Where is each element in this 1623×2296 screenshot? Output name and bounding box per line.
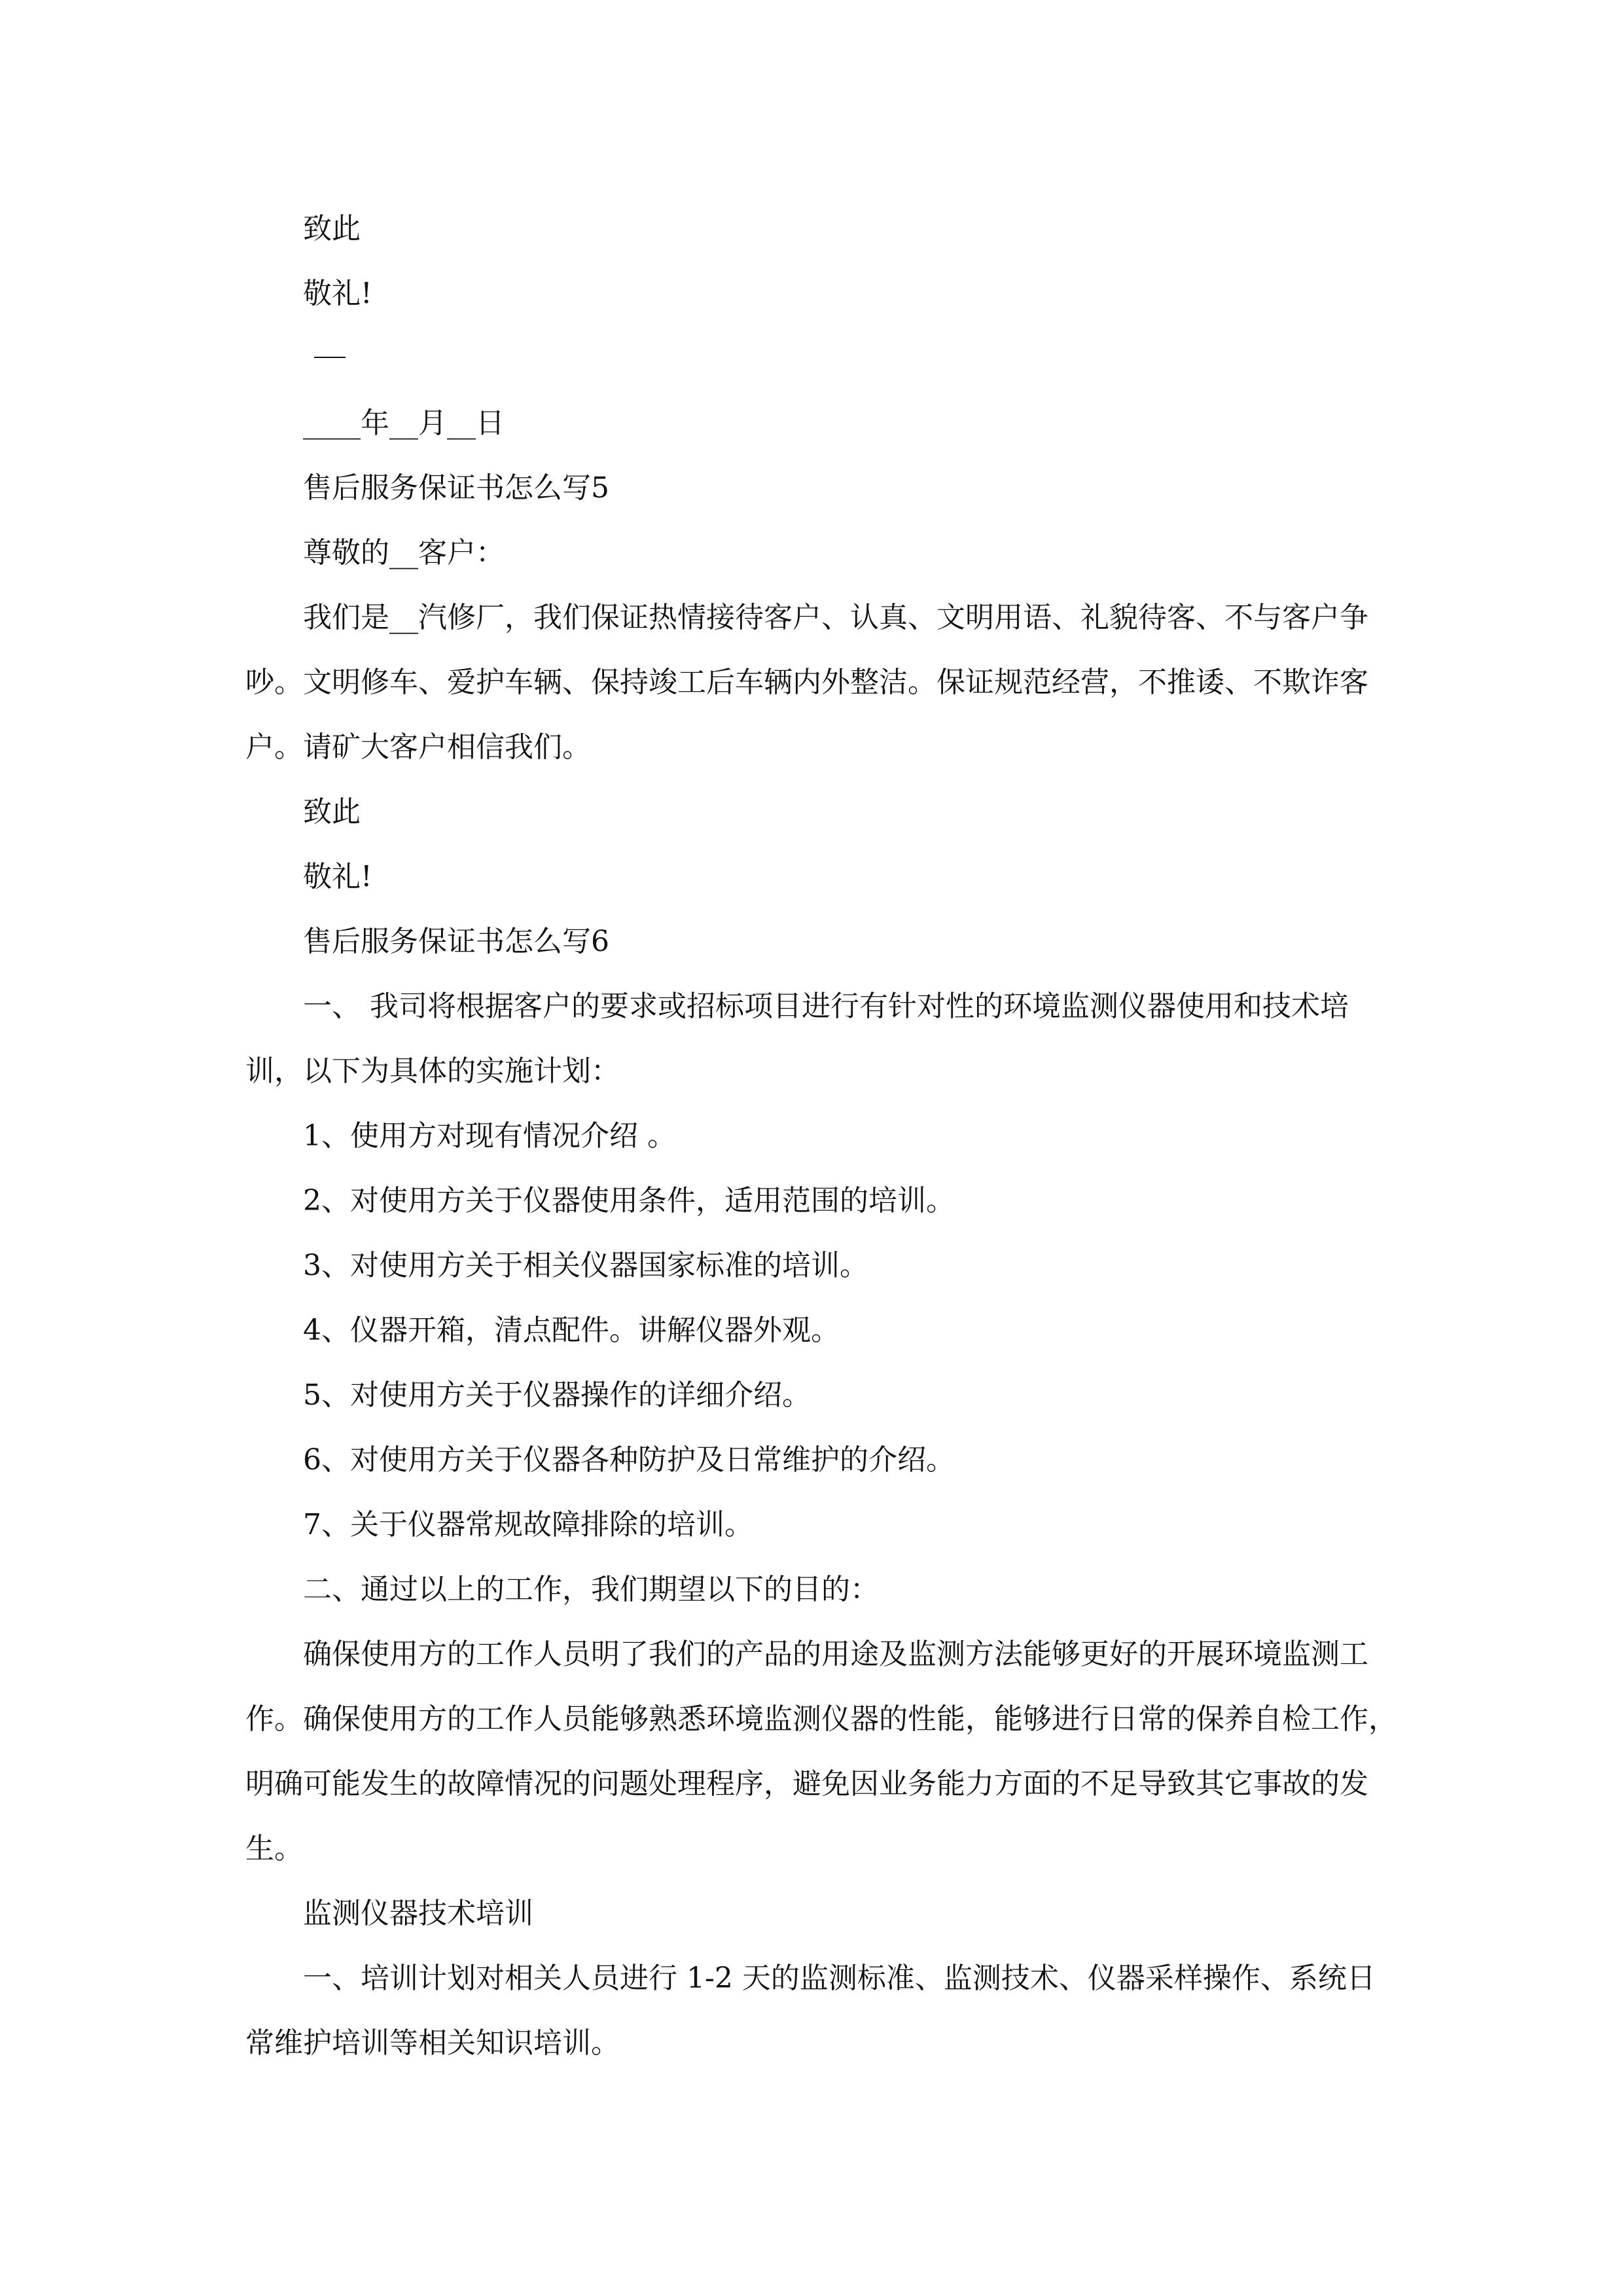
goal-paragraph: 确保使用方的工作人员明了我们的产品的用途及监测方法能够更好的开展环境监测工作。确保使用方的工作人员能够熟悉环境监测仪器的性能，能够进行日常的保养自检工作，明确可能发生的故障情况的问题处理程序，避免因业务能力方面的不足导致其它事故的发生。 bbox=[245, 1638, 1397, 1865]
greeting-line: 尊敬的__客户： bbox=[303, 536, 505, 569]
salutation-line: 致此 bbox=[303, 212, 361, 245]
section-title-6: 售后服务保证书怎么写6 bbox=[303, 925, 609, 958]
regards-line: 敬礼! bbox=[303, 860, 372, 893]
date-line: ____年__月__日 bbox=[303, 406, 505, 440]
section-title-5: 售后服务保证书怎么写5 bbox=[303, 471, 609, 505]
list-item: 1、使用方对现有情况介绍 。 bbox=[303, 1119, 676, 1153]
salutation-line: 致此 bbox=[303, 795, 361, 829]
regards-line: 敬礼! bbox=[303, 277, 372, 310]
training-paragraph: 一、培训计划对相关人员进行 1-2 天的监测标准、监测技术、仪器采样操作、系统日常维护培训等相关知识培训。 bbox=[245, 1962, 1376, 2060]
signature-underline bbox=[314, 357, 346, 358]
goal-heading: 二、通过以上的工作，我们期望以下的目的： bbox=[303, 1573, 879, 1606]
list-item: 6、对使用方关于仪器各种防护及日常维护的介绍。 bbox=[303, 1443, 955, 1477]
list-item: 4、仪器开箱，清点配件。讲解仪器外观。 bbox=[303, 1314, 840, 1347]
training-heading: 监测仪器技术培训 bbox=[303, 1897, 533, 1930]
list-item: 7、关于仪器常规故障排除的培训。 bbox=[303, 1508, 753, 1541]
paragraph-intro: 一、 我司将根据客户的要求或招标项目进行有针对性的环境监测仪器使用和技术培训，以下为具体的实施计划： bbox=[245, 990, 1349, 1088]
list-item: 5、对使用方关于仪器操作的详细介绍。 bbox=[303, 1378, 811, 1412]
list-item: 3、对使用方关于相关仪器国家标准的培训。 bbox=[303, 1249, 868, 1282]
paragraph-body: 我们是__汽修厂，我们保证热情接待客户、认真、文明用语、礼貌待客、不与客户争吵。文明修车、爱护车辆、保持竣工后车辆内外整洁。保证规范经营，不推诿、不欺诈客户。请矿大客户相信我们。 bbox=[245, 601, 1368, 764]
signature-blank bbox=[245, 326, 1400, 391]
document-body bbox=[245, 196, 1400, 2075]
list-item: 2、对使用方关于仪器使用条件，适用范围的培训。 bbox=[303, 1184, 955, 1217]
